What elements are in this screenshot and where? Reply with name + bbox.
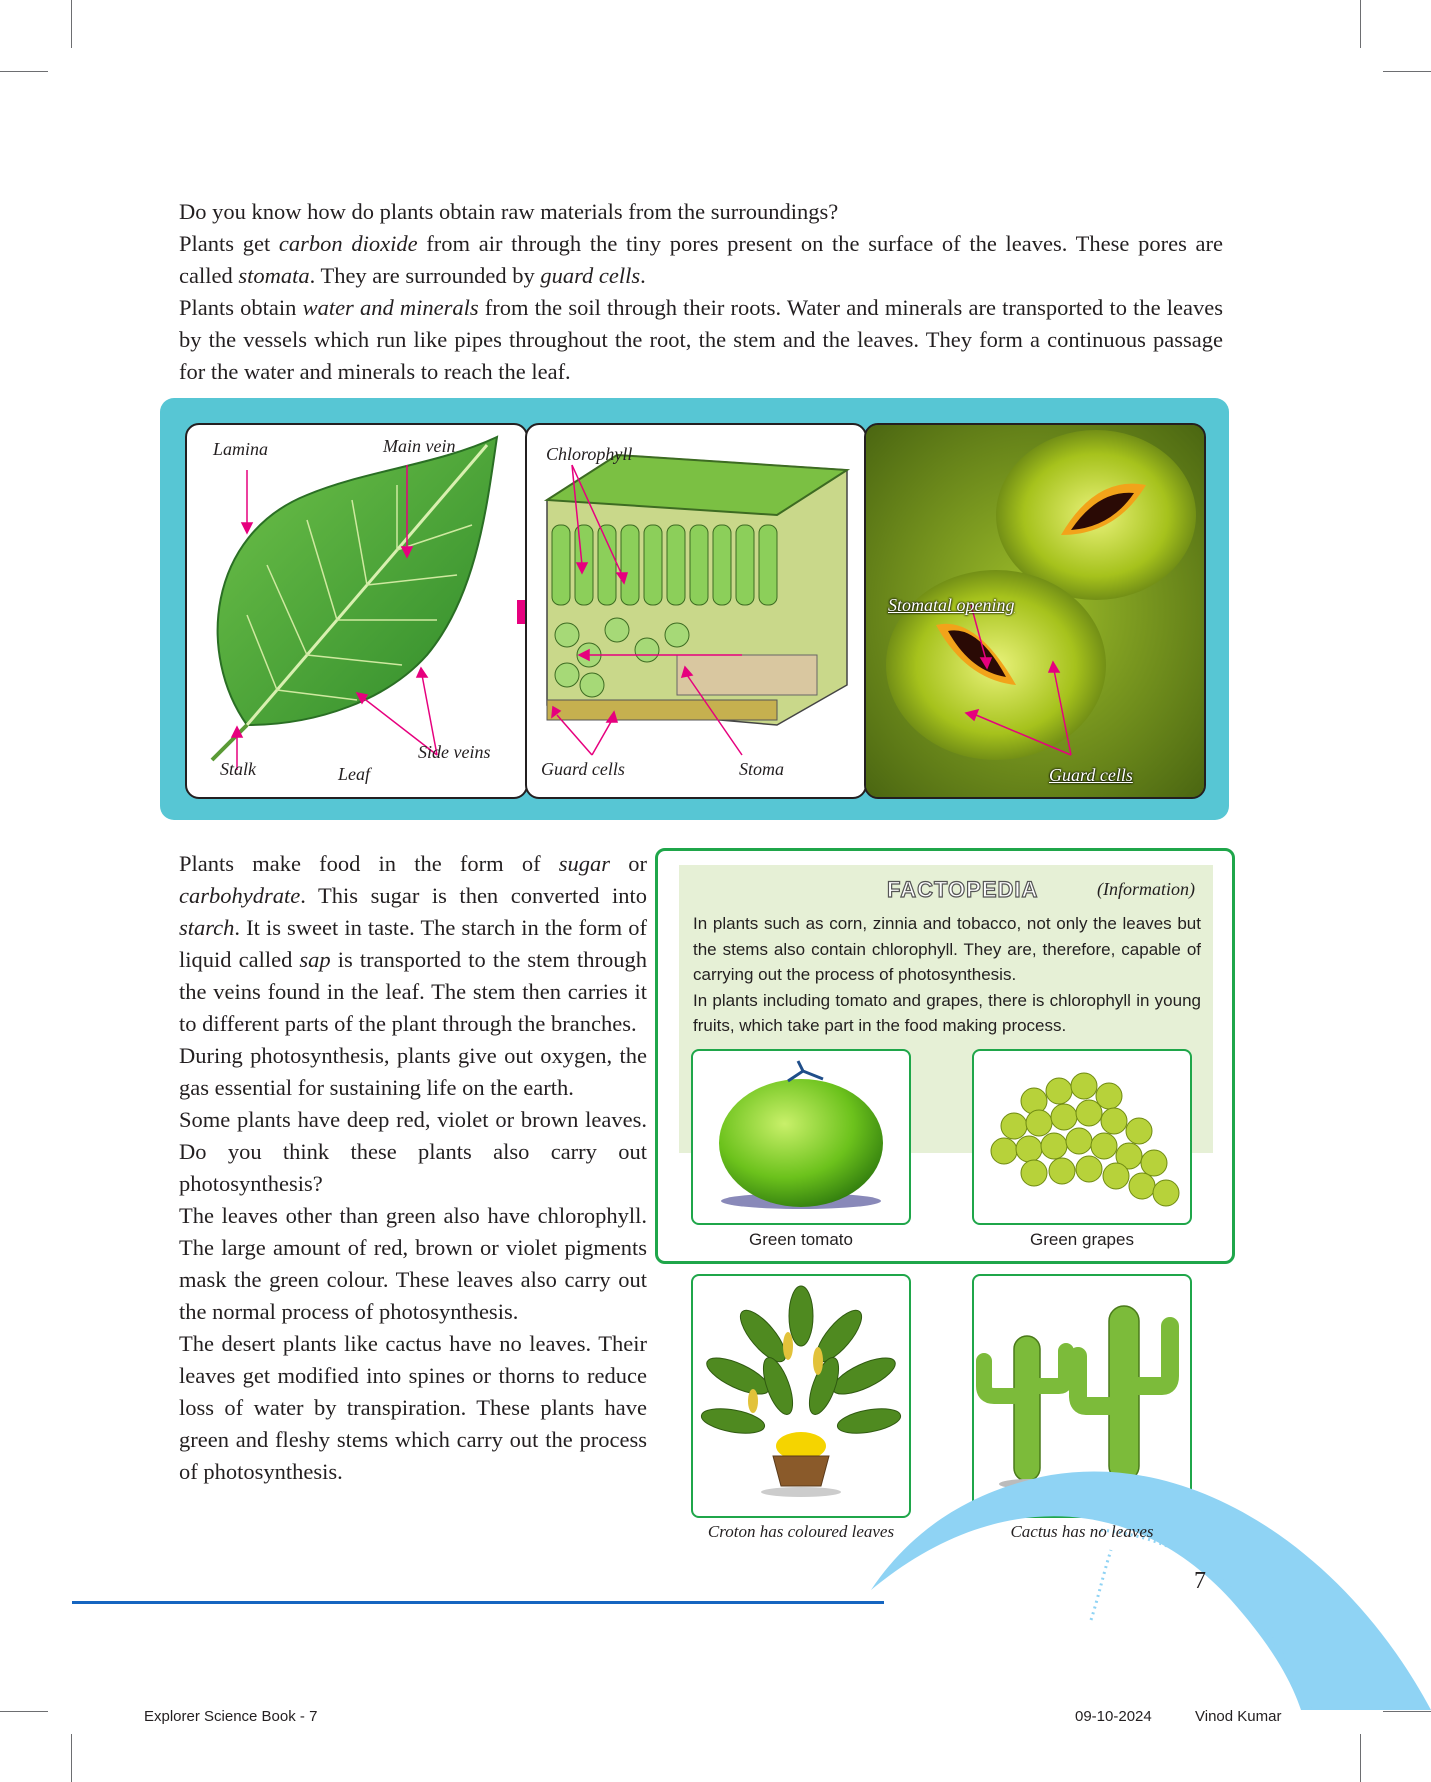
footer-date: 09-10-2024 bbox=[1075, 1708, 1152, 1725]
body-paragraph-5: The desert plants like cactus have no leaves. Their leaves get modified into spines or thorns to reduce loss of water by transpiration. These plants have green and fleshy stems which carry out the process of photosynthesis. bbox=[179, 1331, 647, 1484]
factopedia-subtitle: (Information) bbox=[1097, 879, 1195, 899]
label-guard-cells: Guard cells bbox=[541, 759, 625, 779]
footer-author: Vinod Kumar bbox=[1195, 1708, 1282, 1725]
green-grapes-image bbox=[972, 1049, 1192, 1225]
body-paragraph-1: Plants make food in the form of sugar or carbohydrate. This sugar is then converted into starch. It is sweet in taste. The starch in the form of liquid called sap is transported to the stem through the veins found in the leaf. The stem then carries it to different parts of the plant through the branches. bbox=[179, 851, 647, 1036]
label-stalk: Stalk bbox=[220, 759, 256, 779]
crop-mark bbox=[1360, 0, 1361, 48]
body-paragraph-3: Some plants have deep red, violet or brown leaves. Do you think these plants also carry out photosynthesis? bbox=[179, 1107, 647, 1196]
crop-mark bbox=[71, 1734, 72, 1782]
label-chlorophyll: Chlorophyll bbox=[546, 444, 633, 464]
label-lamina: Lamina bbox=[213, 439, 269, 459]
tomato-icon bbox=[693, 1051, 909, 1223]
crop-mark bbox=[0, 71, 48, 72]
intro-paragraph-1: Do you know how do plants obtain raw materials from the surroundings? bbox=[179, 199, 839, 224]
label-stomatal-opening: Stomatal opening bbox=[888, 595, 1015, 615]
footer-rule bbox=[72, 1601, 884, 1604]
footer-book-title: Explorer Science Book - 7 bbox=[144, 1708, 318, 1725]
label-guard-cells-micro: Guard cells bbox=[1049, 765, 1133, 785]
caption-croton: Croton has coloured leaves bbox=[707, 1522, 895, 1541]
factopedia-text-1: In plants such as corn, zinnia and tobacco, not only the leaves but the stems also contain chlorophyll. They are, therefore, capable of carrying out the process of photosynthesis. bbox=[693, 914, 1201, 984]
caption-green-tomato: Green tomato bbox=[749, 1230, 853, 1249]
decorative-wave bbox=[871, 1380, 1431, 1710]
page-number: 7 bbox=[1194, 1568, 1206, 1594]
factopedia-title: FACTOPEDIA bbox=[887, 877, 1039, 902]
crop-mark bbox=[1383, 71, 1431, 72]
factopedia-text bbox=[693, 911, 1201, 1039]
cross-section-illustration bbox=[527, 425, 865, 797]
stomata-micrograph bbox=[864, 423, 1206, 799]
crop-mark bbox=[0, 1711, 48, 1712]
label-main-vein: Main vein bbox=[383, 436, 456, 456]
body-text bbox=[179, 848, 647, 1488]
label-leaf: Leaf bbox=[338, 764, 371, 784]
intro-text bbox=[179, 196, 1223, 388]
crop-mark bbox=[1383, 1711, 1431, 1712]
leaf-diagram bbox=[185, 423, 528, 799]
body-paragraph-4: The leaves other than green also have chlorophyll. The large amount of red, brown or violet pigments mask the green colour. These leaves also carry out the normal process of photosynthesis. bbox=[179, 1203, 647, 1324]
factopedia-text-2: In plants including tomato and grapes, there is chlorophyll in young fruits, which take part in the food making process. bbox=[693, 990, 1201, 1035]
caption-green-grapes: Green grapes bbox=[1030, 1230, 1134, 1249]
label-stoma: Stoma bbox=[739, 759, 784, 779]
body-paragraph-2: During photosynthesis, plants give out oxygen, the gas essential for sustaining life on the earth. bbox=[179, 1043, 647, 1100]
grapes-icon bbox=[974, 1051, 1190, 1223]
intro-paragraph-2: Plants get carbon dioxide from air through the tiny pores present on the surface of the leaves. These pores are called stomata. They are surrounded by guard cells. bbox=[179, 231, 1223, 288]
leaf-cross-section-diagram bbox=[525, 423, 867, 799]
crop-mark bbox=[1360, 1734, 1361, 1782]
crop-mark bbox=[71, 0, 72, 48]
caption-cactus: Cactus has no leaves bbox=[1010, 1522, 1154, 1541]
green-tomato-image bbox=[691, 1049, 911, 1225]
intro-paragraph-3: Plants obtain water and minerals from the soil through their roots. Water and minerals are transported to the leaves by the vessels which run like pipes throughout the root, the stem and the leaves. They form a continuous passage for the water and minerals to reach the leaf. bbox=[179, 295, 1223, 384]
label-side-veins: Side veins bbox=[418, 742, 491, 762]
